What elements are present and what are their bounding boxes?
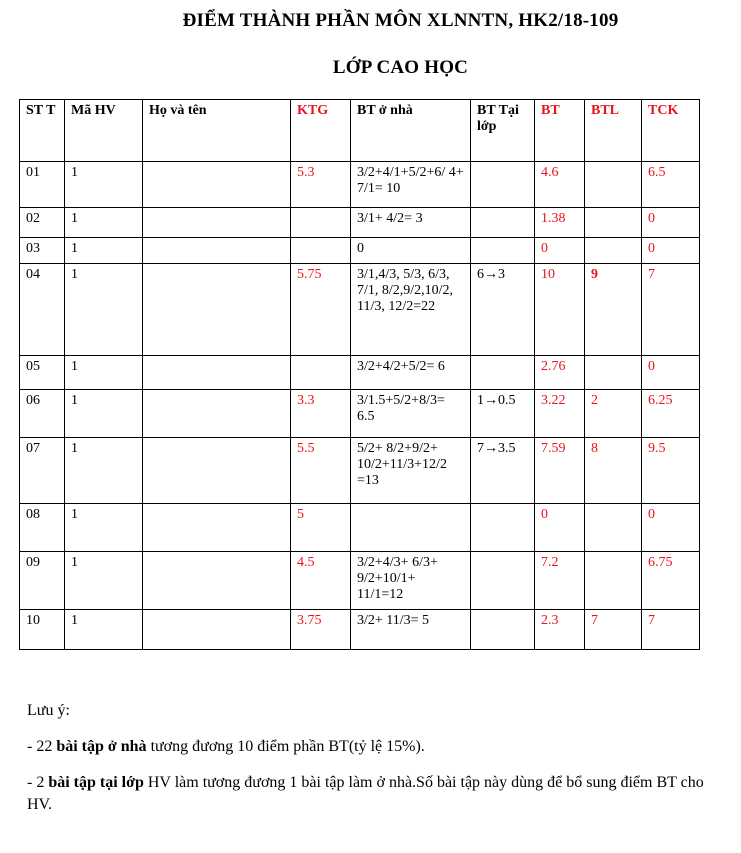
cell-bt: 2.76: [535, 356, 585, 390]
cell-ma-hv: 1: [65, 438, 143, 504]
col-header-btl: BTL: [585, 100, 642, 162]
cell-ma-hv: 1: [65, 264, 143, 356]
cell-ktg: 5.5: [291, 438, 351, 504]
col-header-bt: BT: [535, 100, 585, 162]
cell-bt-nha: 3/2+ 11/3= 5: [351, 610, 471, 650]
cell-btl: [585, 162, 642, 208]
cell-bt-lop: [471, 610, 535, 650]
note-line-2: [27, 772, 727, 816]
cell-btl: [585, 356, 642, 390]
cell-bt-lop: [471, 162, 535, 208]
cell-ho-ten: [143, 162, 291, 208]
cell-ktg: 4.5: [291, 552, 351, 610]
cell-bt: 7.59: [535, 438, 585, 504]
cell-ma-hv: 1: [65, 356, 143, 390]
cell-btl: [585, 208, 642, 238]
cell-bt-nha: 3/2+4/2+5/2= 6: [351, 356, 471, 390]
notes-heading: Lưu ý:: [27, 702, 70, 719]
note-1-prefix: - 22: [27, 738, 57, 755]
cell-stt: 04: [20, 264, 65, 356]
col-header-tck: TCK: [642, 100, 700, 162]
page-title: ĐIỂM THÀNH PHẦN MÔN XLNNTN, HK2/18-109: [182, 10, 619, 31]
cell-bt-nha: 3/1.5+5/2+8/3= 6.5: [351, 390, 471, 438]
cell-ho-ten: [143, 504, 291, 552]
cell-stt: 05: [20, 356, 65, 390]
cell-ho-ten: [143, 438, 291, 504]
cell-bt-lop: [471, 552, 535, 610]
page-subtitle: LỚP CAO HỌC: [332, 57, 469, 78]
cell-bt-lop: 7→3.5: [471, 438, 535, 504]
cell-bt-lop: [471, 356, 535, 390]
cell-bt-lop: [471, 208, 535, 238]
cell-btl: 8: [585, 438, 642, 504]
table-row: [20, 238, 700, 264]
cell-bt: 0: [535, 504, 585, 552]
cell-bt-lop: 6→3: [471, 264, 535, 356]
cell-stt: 08: [20, 504, 65, 552]
cell-btl: 7: [585, 610, 642, 650]
cell-tck: 6.75: [642, 552, 700, 610]
note-2-prefix: - 2: [27, 774, 49, 791]
cell-bt: 4.6: [535, 162, 585, 208]
cell-ktg: 5: [291, 504, 351, 552]
cell-tck: 0: [642, 504, 700, 552]
cell-stt: 01: [20, 162, 65, 208]
cell-stt: 06: [20, 390, 65, 438]
col-header-ho-ten: Họ và tên: [143, 100, 291, 162]
cell-btl: 9: [585, 264, 642, 356]
cell-bt: 10: [535, 264, 585, 356]
cell-ma-hv: 1: [65, 504, 143, 552]
table-row: [20, 264, 700, 356]
col-header-bt-lop: BT Tại lớp: [471, 100, 535, 162]
note-1-bold: bài tập ở nhà: [56, 738, 147, 755]
cell-bt-nha: [351, 504, 471, 552]
cell-ma-hv: 1: [65, 238, 143, 264]
cell-ho-ten: [143, 238, 291, 264]
cell-bt-lop: [471, 238, 535, 264]
cell-bt-nha: 3/2+4/3+ 6/3+ 9/2+10/1+ 11/1=12: [351, 552, 471, 610]
cell-ktg: [291, 208, 351, 238]
cell-btl: 2: [585, 390, 642, 438]
cell-bt: 7.2: [535, 552, 585, 610]
cell-tck: 0: [642, 356, 700, 390]
cell-ho-ten: [143, 552, 291, 610]
cell-tck: 7: [642, 264, 700, 356]
cell-bt-lop: 1→0.5: [471, 390, 535, 438]
cell-ma-hv: 1: [65, 610, 143, 650]
grades-table: [19, 99, 700, 650]
cell-stt: 03: [20, 238, 65, 264]
cell-btl: [585, 552, 642, 610]
table-header-row: [20, 100, 700, 162]
col-header-ktg: KTG: [291, 100, 351, 162]
cell-ho-ten: [143, 264, 291, 356]
cell-tck: 9.5: [642, 438, 700, 504]
cell-tck: 6.5: [642, 162, 700, 208]
cell-bt-lop: [471, 504, 535, 552]
cell-ktg: [291, 238, 351, 264]
cell-tck: 7: [642, 610, 700, 650]
cell-ho-ten: [143, 356, 291, 390]
cell-bt-nha: 3/1,4/3, 5/3, 6/3, 7/1, 8/2,9/2,10/2, 11/3, 12/2=22: [351, 264, 471, 356]
table-row: [20, 390, 700, 438]
cell-bt: 1.38: [535, 208, 585, 238]
cell-bt: 2.3: [535, 610, 585, 650]
table-row: [20, 504, 700, 552]
table-row: [20, 356, 700, 390]
cell-bt-nha: 0: [351, 238, 471, 264]
cell-ktg: [291, 356, 351, 390]
col-header-ma-hv: Mã HV: [65, 100, 143, 162]
cell-btl: [585, 504, 642, 552]
cell-stt: 09: [20, 552, 65, 610]
table-row: [20, 438, 700, 504]
cell-bt-nha: 5/2+ 8/2+9/2+ 10/2+11/3+12/2 =13: [351, 438, 471, 504]
cell-ma-hv: 1: [65, 552, 143, 610]
notes-section: [27, 700, 727, 830]
cell-ho-ten: [143, 610, 291, 650]
cell-ktg: 5.3: [291, 162, 351, 208]
note-line-1: [27, 736, 727, 758]
note-2-bold: bài tập tại lớp: [48, 774, 144, 791]
col-header-bt-nha: BT ở nhà: [351, 100, 471, 162]
cell-bt: 3.22: [535, 390, 585, 438]
table-row: [20, 208, 700, 238]
col-header-stt: ST T: [20, 100, 65, 162]
cell-btl: [585, 238, 642, 264]
cell-ktg: 5.75: [291, 264, 351, 356]
cell-tck: 0: [642, 238, 700, 264]
table-row: [20, 610, 700, 650]
cell-bt-nha: 3/1+ 4/2= 3: [351, 208, 471, 238]
cell-tck: 0: [642, 208, 700, 238]
cell-bt: 0: [535, 238, 585, 264]
cell-ma-hv: 1: [65, 162, 143, 208]
cell-stt: 10: [20, 610, 65, 650]
cell-ho-ten: [143, 208, 291, 238]
cell-bt-nha: 3/2+4/1+5/2+6/ 4+ 7/1= 10: [351, 162, 471, 208]
cell-ktg: 3.3: [291, 390, 351, 438]
cell-stt: 07: [20, 438, 65, 504]
cell-tck: 6.25: [642, 390, 700, 438]
cell-ma-hv: 1: [65, 208, 143, 238]
cell-stt: 02: [20, 208, 65, 238]
cell-ho-ten: [143, 390, 291, 438]
cell-ktg: 3.75: [291, 610, 351, 650]
cell-ma-hv: 1: [65, 390, 143, 438]
table-row: [20, 162, 700, 208]
table-row: [20, 552, 700, 610]
note-1-suffix: tương đương 10 điểm phần BT(tỷ lệ 15%).: [146, 738, 425, 755]
note-2-suffix: HV làm tương đương 1 bài tập làm ở nhà.Số bài tập này dùng để bổ sung điểm BT cho HV.: [27, 774, 704, 813]
